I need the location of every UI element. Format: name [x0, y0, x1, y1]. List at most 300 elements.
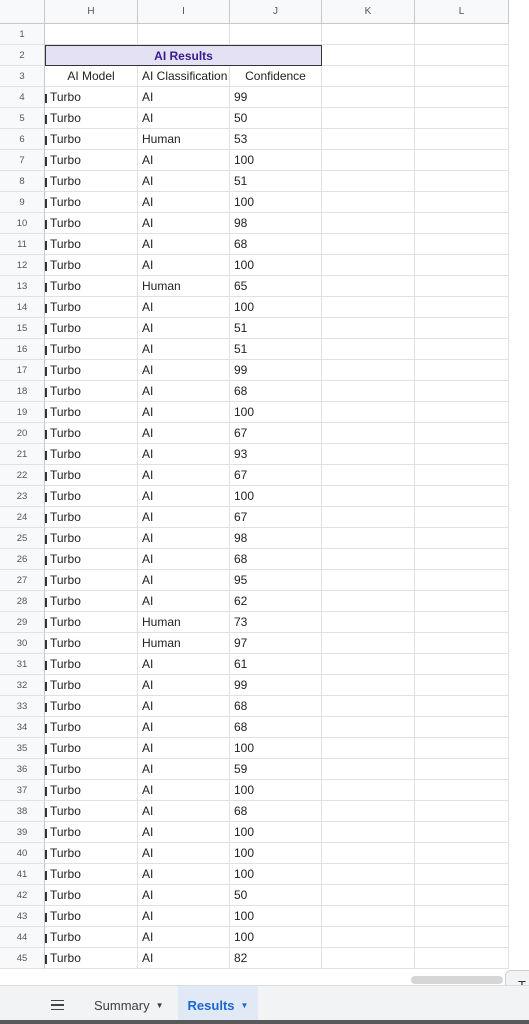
- cell[interactable]: [415, 591, 509, 612]
- row-number[interactable]: 30: [0, 633, 45, 654]
- row-number[interactable]: 14: [0, 297, 45, 318]
- cell[interactable]: [415, 339, 509, 360]
- cell-ai-classification[interactable]: AI: [138, 108, 230, 129]
- cell-ai-model[interactable]: [45, 591, 138, 612]
- row-number[interactable]: 39: [0, 822, 45, 843]
- cell-confidence[interactable]: 100: [230, 738, 322, 759]
- cell-ai-model[interactable]: [45, 108, 138, 129]
- cell-ai-model[interactable]: [45, 360, 138, 381]
- header-ai-classification[interactable]: AI Classification: [138, 66, 230, 87]
- cell-ai-classification[interactable]: AI: [138, 234, 230, 255]
- row-number[interactable]: 23: [0, 486, 45, 507]
- row-number[interactable]: 15: [0, 318, 45, 339]
- cell-confidence[interactable]: 100: [230, 402, 322, 423]
- cell[interactable]: [415, 864, 509, 885]
- cell[interactable]: [415, 171, 509, 192]
- cell-ai-model[interactable]: [45, 948, 138, 969]
- cell-ai-classification[interactable]: AI: [138, 528, 230, 549]
- cell-ai-model[interactable]: [45, 549, 138, 570]
- row-number[interactable]: 7: [0, 150, 45, 171]
- cell-ai-classification[interactable]: AI: [138, 318, 230, 339]
- cell-ai-model-text: Turbo: [50, 90, 81, 104]
- cell[interactable]: [322, 423, 415, 444]
- cell[interactable]: [322, 675, 415, 696]
- cell[interactable]: [322, 150, 415, 171]
- cell[interactable]: [415, 696, 509, 717]
- cell-ai-classification[interactable]: AI: [138, 864, 230, 885]
- cell-ai-classification[interactable]: AI: [138, 171, 230, 192]
- cell-ai-classification[interactable]: AI: [138, 717, 230, 738]
- cell[interactable]: [415, 843, 509, 864]
- cell[interactable]: [415, 633, 509, 654]
- cell[interactable]: [415, 108, 509, 129]
- cell-confidence[interactable]: 62: [230, 591, 322, 612]
- cell-ai-classification[interactable]: AI: [138, 675, 230, 696]
- cell[interactable]: [415, 297, 509, 318]
- cell-confidence[interactable]: 100: [230, 780, 322, 801]
- cell[interactable]: [322, 213, 415, 234]
- row-number[interactable]: 24: [0, 507, 45, 528]
- cell[interactable]: [322, 591, 415, 612]
- row-number[interactable]: 9: [0, 192, 45, 213]
- cell-confidence[interactable]: 68: [230, 549, 322, 570]
- row-number[interactable]: 28: [0, 591, 45, 612]
- cell[interactable]: [322, 234, 415, 255]
- cell-ai-classification[interactable]: AI: [138, 927, 230, 948]
- cell-ai-classification[interactable]: AI: [138, 843, 230, 864]
- cell-ai-model[interactable]: [45, 339, 138, 360]
- cell-ai-model[interactable]: [45, 423, 138, 444]
- cell-confidence[interactable]: 100: [230, 192, 322, 213]
- cell-confidence[interactable]: 68: [230, 234, 322, 255]
- cell[interactable]: [322, 759, 415, 780]
- row-number[interactable]: 22: [0, 465, 45, 486]
- cell-ai-classification[interactable]: AI: [138, 906, 230, 927]
- cell[interactable]: [415, 717, 509, 738]
- cell[interactable]: [415, 423, 509, 444]
- cell-ai-model-text: Turbo: [50, 405, 81, 419]
- cell[interactable]: [415, 507, 509, 528]
- row-number[interactable]: 12: [0, 255, 45, 276]
- cell-ai-classification[interactable]: AI: [138, 402, 230, 423]
- cell[interactable]: [322, 633, 415, 654]
- cell-confidence[interactable]: 50: [230, 885, 322, 906]
- cell-ai-model[interactable]: [45, 486, 138, 507]
- cell[interactable]: [415, 570, 509, 591]
- cell[interactable]: [322, 402, 415, 423]
- table-row: [0, 276, 529, 297]
- cell[interactable]: [322, 381, 415, 402]
- cell-ai-classification[interactable]: AI: [138, 255, 230, 276]
- cell[interactable]: [415, 360, 509, 381]
- cell[interactable]: [322, 45, 415, 66]
- cell[interactable]: [415, 549, 509, 570]
- row-number[interactable]: 19: [0, 402, 45, 423]
- cell[interactable]: [415, 150, 509, 171]
- cell-ai-model[interactable]: [45, 906, 138, 927]
- overflow-text-fragment: [45, 472, 47, 481]
- cell-confidence[interactable]: 59: [230, 759, 322, 780]
- cell-confidence[interactable]: 61: [230, 654, 322, 675]
- cell-ai-classification[interactable]: AI: [138, 87, 230, 108]
- column-header-j[interactable]: J: [230, 0, 322, 24]
- cell-ai-classification[interactable]: AI: [138, 507, 230, 528]
- cell-ai-model[interactable]: [45, 654, 138, 675]
- cell-ai-model[interactable]: [45, 465, 138, 486]
- cell-ai-model-text: Turbo: [50, 678, 81, 692]
- row-number[interactable]: 29: [0, 612, 45, 633]
- cell[interactable]: [415, 822, 509, 843]
- cell[interactable]: [322, 192, 415, 213]
- cell[interactable]: [322, 738, 415, 759]
- cell[interactable]: [415, 234, 509, 255]
- column-header-h[interactable]: H: [45, 0, 138, 24]
- cell-ai-classification[interactable]: AI: [138, 360, 230, 381]
- row-number[interactable]: 38: [0, 801, 45, 822]
- cell[interactable]: [415, 465, 509, 486]
- row-number[interactable]: 31: [0, 654, 45, 675]
- row-number[interactable]: 36: [0, 759, 45, 780]
- row-number[interactable]: 45: [0, 948, 45, 969]
- cell[interactable]: [322, 549, 415, 570]
- cell-ai-classification[interactable]: Human: [138, 276, 230, 297]
- row-number[interactable]: 42: [0, 885, 45, 906]
- cell[interactable]: [322, 717, 415, 738]
- cell-ai-classification[interactable]: AI: [138, 654, 230, 675]
- cell-ai-model[interactable]: [45, 507, 138, 528]
- cell[interactable]: [415, 759, 509, 780]
- cell-ai-model[interactable]: [45, 759, 138, 780]
- cell[interactable]: [322, 948, 415, 969]
- cell-ai-classification[interactable]: AI: [138, 822, 230, 843]
- table-row: [0, 66, 529, 87]
- cell-ai-model[interactable]: [45, 675, 138, 696]
- cell-confidence[interactable]: 65: [230, 276, 322, 297]
- cell-ai-classification[interactable]: AI: [138, 948, 230, 969]
- cell[interactable]: [415, 612, 509, 633]
- cell-confidence[interactable]: 98: [230, 213, 322, 234]
- row-number[interactable]: 26: [0, 549, 45, 570]
- cell-ai-classification[interactable]: AI: [138, 801, 230, 822]
- cell[interactable]: [322, 927, 415, 948]
- cell-ai-classification[interactable]: AI: [138, 549, 230, 570]
- row-number[interactable]: 8: [0, 171, 45, 192]
- cell[interactable]: [415, 444, 509, 465]
- cell-ai-classification[interactable]: AI: [138, 339, 230, 360]
- row-number[interactable]: 18: [0, 381, 45, 402]
- cell-ai-model[interactable]: [45, 276, 138, 297]
- cell[interactable]: [322, 696, 415, 717]
- cell[interactable]: [322, 843, 415, 864]
- cell[interactable]: [322, 528, 415, 549]
- cell-ai-model[interactable]: [45, 570, 138, 591]
- cell-ai-classification[interactable]: Human: [138, 633, 230, 654]
- cell[interactable]: [415, 276, 509, 297]
- cell-ai-model[interactable]: [45, 801, 138, 822]
- cell[interactable]: [415, 129, 509, 150]
- overflow-text-fragment: [45, 577, 47, 586]
- cell-ai-classification[interactable]: AI: [138, 297, 230, 318]
- row-number[interactable]: 2: [0, 45, 45, 66]
- cell[interactable]: [415, 486, 509, 507]
- overflow-text-fragment: [45, 661, 47, 670]
- cell-confidence[interactable]: 73: [230, 612, 322, 633]
- row-number[interactable]: 40: [0, 843, 45, 864]
- cell[interactable]: [415, 402, 509, 423]
- row-number[interactable]: 43: [0, 906, 45, 927]
- cell-confidence[interactable]: 100: [230, 864, 322, 885]
- cell[interactable]: [322, 654, 415, 675]
- cell-confidence[interactable]: 98: [230, 528, 322, 549]
- cell-ai-classification[interactable]: AI: [138, 150, 230, 171]
- cell[interactable]: [322, 108, 415, 129]
- row-number[interactable]: 33: [0, 696, 45, 717]
- cell-ai-model[interactable]: [45, 255, 138, 276]
- cell-ai-model[interactable]: [45, 738, 138, 759]
- row-number[interactable]: 1: [0, 24, 45, 45]
- cell-ai-classification[interactable]: AI: [138, 696, 230, 717]
- cell[interactable]: [322, 171, 415, 192]
- cell[interactable]: [322, 612, 415, 633]
- cell-confidence[interactable]: 100: [230, 297, 322, 318]
- cell-ai-model[interactable]: [45, 528, 138, 549]
- cell[interactable]: [322, 885, 415, 906]
- cell-ai-classification[interactable]: AI: [138, 444, 230, 465]
- cell[interactable]: [415, 381, 509, 402]
- table-row: [0, 192, 529, 213]
- cell[interactable]: [415, 675, 509, 696]
- cell-confidence[interactable]: 99: [230, 87, 322, 108]
- cell[interactable]: [322, 129, 415, 150]
- cell[interactable]: [322, 66, 415, 87]
- row-number[interactable]: 3: [0, 66, 45, 87]
- row-number[interactable]: 21: [0, 444, 45, 465]
- cell[interactable]: [415, 654, 509, 675]
- cell[interactable]: [415, 24, 509, 45]
- cell[interactable]: [322, 276, 415, 297]
- cell-confidence[interactable]: 100: [230, 150, 322, 171]
- cell[interactable]: [415, 213, 509, 234]
- cell-ai-model[interactable]: [45, 885, 138, 906]
- cell-ai-model[interactable]: [45, 696, 138, 717]
- cell[interactable]: [415, 318, 509, 339]
- cell[interactable]: [230, 24, 322, 45]
- cell-ai-model[interactable]: [45, 381, 138, 402]
- results-title-cell[interactable]: AI Results: [45, 45, 322, 66]
- row-number[interactable]: 35: [0, 738, 45, 759]
- cell-ai-model[interactable]: [45, 318, 138, 339]
- cell-ai-model-text: Turbo: [50, 699, 81, 713]
- cell[interactable]: [322, 339, 415, 360]
- cell[interactable]: [415, 45, 509, 66]
- cell-ai-model-text: Turbo: [50, 216, 81, 230]
- cell[interactable]: [415, 801, 509, 822]
- row-number[interactable]: 44: [0, 927, 45, 948]
- row-number[interactable]: 25: [0, 528, 45, 549]
- cell-ai-model[interactable]: [45, 171, 138, 192]
- cell-confidence[interactable]: 100: [230, 927, 322, 948]
- select-all-corner[interactable]: [0, 0, 45, 24]
- row-number[interactable]: 16: [0, 339, 45, 360]
- cell[interactable]: [322, 87, 415, 108]
- row-number[interactable]: 4: [0, 87, 45, 108]
- cell[interactable]: [322, 297, 415, 318]
- cell-confidence[interactable]: 82: [230, 948, 322, 969]
- menu-icon[interactable]: [38, 990, 76, 1020]
- cell-confidence[interactable]: 67: [230, 423, 322, 444]
- cell[interactable]: [138, 24, 230, 45]
- cell-ai-classification[interactable]: AI: [138, 423, 230, 444]
- cell-ai-classification[interactable]: AI: [138, 192, 230, 213]
- cell-ai-classification[interactable]: AI: [138, 486, 230, 507]
- tab-summary[interactable]: [84, 986, 174, 1024]
- cell[interactable]: [322, 444, 415, 465]
- cell-ai-classification[interactable]: AI: [138, 570, 230, 591]
- cell[interactable]: [322, 780, 415, 801]
- cell-ai-model[interactable]: [45, 297, 138, 318]
- cell-ai-model[interactable]: [45, 150, 138, 171]
- cell-confidence[interactable]: 53: [230, 129, 322, 150]
- horizontal-scrollbar[interactable]: [411, 976, 503, 984]
- table-row: [0, 24, 529, 45]
- cell-ai-classification[interactable]: AI: [138, 465, 230, 486]
- column-header-i[interactable]: I: [138, 0, 230, 24]
- cell[interactable]: [322, 465, 415, 486]
- cell-ai-model-text: Turbo: [50, 951, 81, 965]
- cell-confidence[interactable]: 99: [230, 675, 322, 696]
- cell[interactable]: [45, 24, 138, 45]
- row-number[interactable]: 17: [0, 360, 45, 381]
- cell-confidence[interactable]: 100: [230, 486, 322, 507]
- cell-ai-model[interactable]: [45, 213, 138, 234]
- cell-confidence[interactable]: 68: [230, 801, 322, 822]
- cell-confidence[interactable]: 67: [230, 465, 322, 486]
- overflow-text-fragment: [45, 199, 47, 208]
- cell[interactable]: [322, 255, 415, 276]
- row-number[interactable]: 10: [0, 213, 45, 234]
- cell-ai-model[interactable]: [45, 927, 138, 948]
- cell[interactable]: [322, 801, 415, 822]
- row-number[interactable]: 20: [0, 423, 45, 444]
- cell[interactable]: [415, 885, 509, 906]
- cell-ai-model[interactable]: [45, 864, 138, 885]
- cell-confidence[interactable]: 100: [230, 843, 322, 864]
- table-row: [0, 906, 529, 927]
- column-header-l[interactable]: L: [415, 0, 509, 24]
- cell[interactable]: [415, 255, 509, 276]
- cell-ai-model[interactable]: [45, 780, 138, 801]
- cell-confidence[interactable]: 100: [230, 906, 322, 927]
- cell-ai-model-text: Turbo: [50, 930, 81, 944]
- cell[interactable]: [415, 528, 509, 549]
- cell-ai-classification[interactable]: AI: [138, 780, 230, 801]
- cell[interactable]: [415, 906, 509, 927]
- cell-ai-model[interactable]: [45, 843, 138, 864]
- cell-ai-classification[interactable]: Human: [138, 129, 230, 150]
- cell-confidence[interactable]: 68: [230, 381, 322, 402]
- row-number[interactable]: 37: [0, 780, 45, 801]
- tab-results[interactable]: [178, 986, 259, 1024]
- cell-confidence[interactable]: 50: [230, 108, 322, 129]
- row-number[interactable]: 6: [0, 129, 45, 150]
- cell[interactable]: [415, 87, 509, 108]
- header-confidence[interactable]: Confidence: [230, 66, 322, 87]
- cell-ai-classification[interactable]: AI: [138, 591, 230, 612]
- cell-confidence[interactable]: 68: [230, 717, 322, 738]
- cell-ai-classification[interactable]: AI: [138, 759, 230, 780]
- cell-ai-model[interactable]: [45, 612, 138, 633]
- table-row: [0, 780, 529, 801]
- cell-ai-model[interactable]: [45, 822, 138, 843]
- cell-ai-model[interactable]: [45, 444, 138, 465]
- cell-confidence[interactable]: 95: [230, 570, 322, 591]
- cell-ai-classification[interactable]: AI: [138, 885, 230, 906]
- cell-confidence[interactable]: 67: [230, 507, 322, 528]
- table-row: [0, 591, 529, 612]
- cell[interactable]: [322, 864, 415, 885]
- row-number[interactable]: 32: [0, 675, 45, 696]
- cell[interactable]: [322, 906, 415, 927]
- cell-ai-model[interactable]: [45, 402, 138, 423]
- overflow-text-fragment: [45, 493, 47, 502]
- row-number[interactable]: 41: [0, 864, 45, 885]
- column-header-k[interactable]: K: [322, 0, 415, 24]
- row-number[interactable]: 34: [0, 717, 45, 738]
- cell-ai-model[interactable]: [45, 633, 138, 654]
- cell[interactable]: [322, 486, 415, 507]
- cell[interactable]: [415, 780, 509, 801]
- cell-ai-classification[interactable]: AI: [138, 213, 230, 234]
- cell-confidence[interactable]: 51: [230, 318, 322, 339]
- cell[interactable]: [322, 318, 415, 339]
- cell[interactable]: [415, 948, 509, 969]
- cell-confidence[interactable]: 51: [230, 171, 322, 192]
- cell[interactable]: [322, 360, 415, 381]
- cell-confidence[interactable]: 100: [230, 255, 322, 276]
- cell-ai-model-text: Turbo: [50, 132, 81, 146]
- cell-confidence[interactable]: 93: [230, 444, 322, 465]
- cell-ai-model-text: Turbo: [50, 384, 81, 398]
- cell[interactable]: [415, 927, 509, 948]
- table-row: [0, 255, 529, 276]
- header-ai-model[interactable]: AI Model: [45, 66, 138, 87]
- cell-ai-classification[interactable]: AI: [138, 381, 230, 402]
- cell[interactable]: [322, 570, 415, 591]
- cell-confidence[interactable]: 97: [230, 633, 322, 654]
- cell[interactable]: [322, 507, 415, 528]
- cell-ai-model[interactable]: [45, 717, 138, 738]
- cell-ai-classification[interactable]: Human: [138, 612, 230, 633]
- cell[interactable]: [322, 822, 415, 843]
- row-number[interactable]: 27: [0, 570, 45, 591]
- cell-ai-classification[interactable]: AI: [138, 738, 230, 759]
- cell[interactable]: [415, 192, 509, 213]
- cell-confidence[interactable]: 100: [230, 822, 322, 843]
- cell-ai-model[interactable]: [45, 234, 138, 255]
- cell-ai-model[interactable]: [45, 87, 138, 108]
- cell-confidence[interactable]: 51: [230, 339, 322, 360]
- row-number[interactable]: 11: [0, 234, 45, 255]
- cell[interactable]: [415, 738, 509, 759]
- cell[interactable]: [322, 24, 415, 45]
- row-number[interactable]: 5: [0, 108, 45, 129]
- row-number[interactable]: 13: [0, 276, 45, 297]
- cell-ai-model[interactable]: [45, 129, 138, 150]
- cell[interactable]: [415, 66, 509, 87]
- cell-confidence[interactable]: 68: [230, 696, 322, 717]
- cell-confidence[interactable]: 99: [230, 360, 322, 381]
- cell-ai-model[interactable]: [45, 192, 138, 213]
